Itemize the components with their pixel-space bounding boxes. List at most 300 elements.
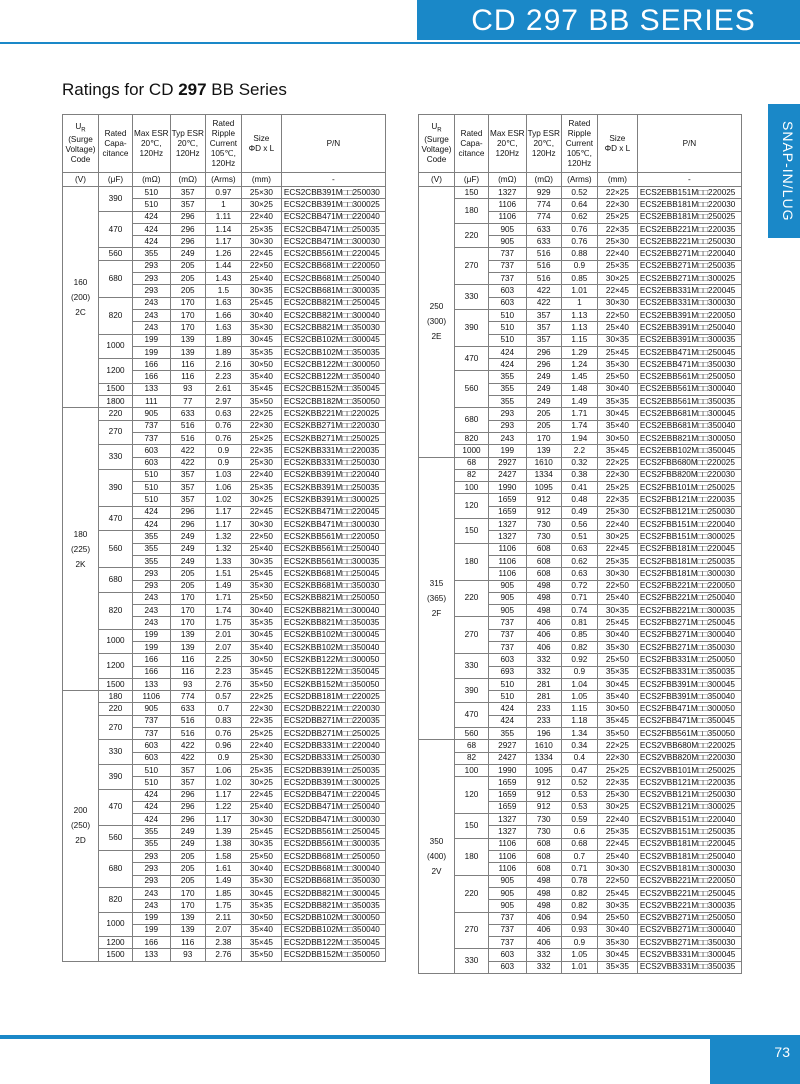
- capacitance-cell: 560: [99, 531, 133, 568]
- capacitance-cell: 220: [99, 408, 133, 420]
- part-number-cell: ECS2FBB331M□□250050: [637, 654, 741, 666]
- col-capacitance-header: [455, 115, 489, 173]
- size-cell: 22×45: [597, 285, 637, 297]
- part-number-cell: ECS2KBB122M□□350045: [281, 666, 385, 678]
- size-cell: 22×40: [241, 211, 281, 223]
- max-esr-cell: 1659: [489, 777, 527, 789]
- col-part-number-header: P/N: [281, 115, 385, 173]
- typ-esr-cell: 406: [526, 937, 561, 949]
- ripple-current-cell: 1.17: [205, 506, 241, 518]
- table-row: [63, 469, 386, 481]
- ripple-current-cell: 0.47: [561, 764, 597, 776]
- typ-esr-cell: 249: [170, 543, 205, 555]
- max-esr-cell: 355: [133, 555, 171, 567]
- part-number-cell: ECS2CBB122M□□300050: [281, 359, 385, 371]
- max-esr-cell: 603: [133, 457, 171, 469]
- max-esr-cell: 355: [489, 371, 527, 383]
- units-row: [419, 173, 742, 187]
- size-cell: 25×30: [597, 789, 637, 801]
- size-cell: 30×30: [241, 519, 281, 531]
- part-number-cell: ECS2VBB121M□□250030: [637, 789, 741, 801]
- size-cell: 35×40: [241, 371, 281, 383]
- size-cell: 22×35: [241, 715, 281, 727]
- ripple-current-cell: 0.85: [561, 629, 597, 641]
- max-esr-cell: 355: [489, 396, 527, 408]
- table-row: [63, 592, 386, 604]
- ripple-current-cell: 0.7: [561, 851, 597, 863]
- size-cell: 22×25: [241, 408, 281, 420]
- max-esr-cell: 603: [489, 961, 527, 973]
- header-text-line: Capa-: [104, 138, 127, 148]
- typ-esr-cell: 912: [526, 801, 561, 813]
- typ-esr-cell: 296: [170, 506, 205, 518]
- size-cell: 35×50: [241, 396, 281, 408]
- header-text-line: Typ ESR: [171, 128, 204, 138]
- capacitance-cell: 680: [99, 568, 133, 593]
- size-cell: 35×50: [241, 678, 281, 690]
- typ-esr-cell: 139: [170, 629, 205, 641]
- table-row: [419, 187, 742, 199]
- table-row: [419, 223, 742, 235]
- max-esr-cell: 166: [133, 654, 171, 666]
- size-cell: 35×30: [241, 580, 281, 592]
- max-esr-cell: 424: [489, 715, 527, 727]
- size-cell: 22×45: [597, 543, 637, 555]
- max-esr-cell: 293: [489, 420, 527, 432]
- table-row: [63, 248, 386, 260]
- size-cell: 25×40: [597, 592, 637, 604]
- table-row: [419, 408, 742, 420]
- header-subscript: R: [437, 127, 442, 134]
- ripple-current-cell: 1.58: [205, 851, 241, 863]
- footer-bar: [0, 1035, 800, 1039]
- voltage-code-cell: [63, 691, 99, 962]
- size-cell: 25×50: [241, 592, 281, 604]
- col-typ-esr-header: [170, 115, 205, 173]
- max-esr-cell: 166: [133, 359, 171, 371]
- ripple-current-cell: 1.33: [205, 555, 241, 567]
- typ-esr-cell: 170: [170, 617, 205, 629]
- ripple-current-cell: 1.94: [561, 432, 597, 444]
- table-row: [63, 887, 386, 899]
- max-esr-cell: 737: [489, 273, 527, 285]
- typ-esr-cell: 1610: [526, 457, 561, 469]
- typ-esr-cell: 357: [170, 199, 205, 211]
- size-cell: 30×50: [241, 654, 281, 666]
- typ-esr-cell: 357: [170, 482, 205, 494]
- max-esr-cell: 2927: [489, 740, 527, 752]
- size-cell: 22×35: [597, 223, 637, 235]
- part-number-cell: ECS2FBB391M□□350040: [637, 691, 741, 703]
- header-text-line: ΦD x L: [248, 143, 275, 153]
- size-cell: 35×30: [241, 875, 281, 887]
- typ-esr-cell: 774: [526, 211, 561, 223]
- typ-esr-cell: 139: [526, 445, 561, 457]
- table-row: [63, 334, 386, 346]
- typ-esr-cell: 633: [170, 408, 205, 420]
- size-cell: 25×45: [597, 887, 637, 899]
- typ-esr-cell: 139: [170, 912, 205, 924]
- col-capacitance-header: [99, 115, 133, 173]
- typ-esr-cell: 633: [170, 703, 205, 715]
- ripple-current-cell: 0.6: [561, 826, 597, 838]
- capacitance-cell: 220: [99, 703, 133, 715]
- header-text-line: ΦD x L: [604, 143, 631, 153]
- capacitance-cell: 270: [99, 420, 133, 445]
- capacitance-cell: 1500: [99, 383, 133, 395]
- ripple-current-cell: 2.38: [205, 937, 241, 949]
- max-esr-cell: 293: [133, 863, 171, 875]
- capacitance-cell: 820: [99, 297, 133, 334]
- size-cell: 30×35: [241, 838, 281, 850]
- size-cell: 30×50: [597, 703, 637, 715]
- size-cell: 25×40: [241, 273, 281, 285]
- ripple-current-cell: 0.9: [205, 752, 241, 764]
- max-esr-cell: 199: [133, 924, 171, 936]
- part-number-cell: ECS2VBB680M□□220025: [637, 740, 741, 752]
- max-esr-cell: 355: [133, 248, 171, 260]
- col-max-esr-header: [133, 115, 171, 173]
- part-number-cell: ECS2CBB821M□□250045: [281, 297, 385, 309]
- ripple-current-cell: 2.25: [205, 654, 241, 666]
- ripple-current-cell: 0.72: [561, 580, 597, 592]
- part-number-cell: ECS2KBB821M□□250050: [281, 592, 385, 604]
- max-esr-cell: 737: [489, 617, 527, 629]
- part-number-cell: ECS2KBB102M□□300045: [281, 629, 385, 641]
- table-row: [63, 420, 386, 432]
- max-esr-cell: 199: [133, 346, 171, 358]
- capacitance-cell: 330: [99, 445, 133, 470]
- capacitance-cell: 390: [99, 764, 133, 789]
- max-esr-cell: 424: [133, 506, 171, 518]
- max-esr-cell: 355: [489, 383, 527, 395]
- max-esr-cell: 905: [489, 605, 527, 617]
- typ-esr-cell: 406: [526, 617, 561, 629]
- ratings-table-left: [62, 114, 386, 962]
- ratings-table-right: [418, 114, 742, 974]
- capacitance-cell: 1800: [99, 396, 133, 408]
- typ-esr-cell: 730: [526, 814, 561, 826]
- size-cell: 30×25: [597, 531, 637, 543]
- table-row: [419, 875, 742, 887]
- max-esr-cell: 1327: [489, 826, 527, 838]
- voltage-code-cell: [63, 187, 99, 408]
- ripple-current-cell: 1.04: [561, 678, 597, 690]
- table-row: [63, 568, 386, 580]
- part-number-cell: ECS2FBB181M□□250035: [637, 555, 741, 567]
- ripple-current-cell: 2.11: [205, 912, 241, 924]
- table-row: [63, 531, 386, 543]
- part-number-cell: ECS2CBB471M□□250035: [281, 223, 385, 235]
- ripple-current-cell: 2.23: [205, 371, 241, 383]
- part-number-cell: ECS2EBB681M□□350040: [637, 420, 741, 432]
- ripple-current-cell: 0.9: [205, 457, 241, 469]
- typ-esr-cell: 296: [170, 519, 205, 531]
- header-text-line: (Surge: [424, 135, 449, 145]
- size-cell: 22×30: [241, 420, 281, 432]
- part-number-cell: ECS2EBB561M□□300040: [637, 383, 741, 395]
- size-cell: 35×50: [597, 728, 637, 740]
- typ-esr-cell: 422: [170, 445, 205, 457]
- voltage-code-line: 2D: [75, 836, 86, 846]
- table-row: [419, 494, 742, 506]
- typ-esr-cell: 357: [526, 334, 561, 346]
- part-number-cell: ECS2KBB681M□□350030: [281, 580, 385, 592]
- part-number-cell: ECS2FBB271M□□250045: [637, 617, 741, 629]
- typ-esr-cell: 774: [170, 691, 205, 703]
- max-esr-cell: 737: [489, 629, 527, 641]
- size-cell: 25×50: [241, 851, 281, 863]
- table-row: [63, 297, 386, 309]
- capacitance-cell: 100: [455, 482, 489, 494]
- size-cell: 25×35: [241, 482, 281, 494]
- ripple-current-cell: 2.07: [205, 924, 241, 936]
- ripple-current-cell: 1.01: [561, 285, 597, 297]
- ripple-current-cell: 2.2: [561, 445, 597, 457]
- table-row: [419, 752, 742, 764]
- typ-esr-cell: 516: [170, 728, 205, 740]
- typ-esr-cell: 116: [170, 371, 205, 383]
- col-typ-esr-header: [526, 115, 561, 173]
- ripple-current-cell: 0.51: [561, 531, 597, 543]
- typ-esr-cell: 249: [526, 371, 561, 383]
- voltage-code-line: 180: [73, 529, 88, 539]
- typ-esr-cell: 296: [170, 236, 205, 248]
- ripple-current-cell: 1.18: [561, 715, 597, 727]
- part-number-cell: ECS2DBB122M□□350045: [281, 937, 385, 949]
- header-text-line: Size: [253, 133, 270, 143]
- part-number-cell: ECS2DBB331M□□220040: [281, 740, 385, 752]
- header-text-line: Voltage): [421, 145, 452, 155]
- typ-esr-cell: 170: [170, 592, 205, 604]
- max-esr-cell: 166: [133, 937, 171, 949]
- size-cell: 30×35: [241, 555, 281, 567]
- table-row: [419, 912, 742, 924]
- size-cell: 35×30: [597, 641, 637, 653]
- max-esr-cell: 1990: [489, 764, 527, 776]
- unit-cell: (mΩ): [133, 173, 171, 187]
- typ-esr-cell: 498: [526, 580, 561, 592]
- table-row: [63, 383, 386, 395]
- max-esr-cell: 243: [133, 887, 171, 899]
- max-esr-cell: 243: [133, 900, 171, 912]
- voltage-code-line: (400): [426, 852, 447, 862]
- size-cell: 35×45: [241, 937, 281, 949]
- size-cell: 30×45: [597, 408, 637, 420]
- ripple-current-cell: 0.53: [561, 801, 597, 813]
- table-row: [419, 469, 742, 481]
- part-number-cell: ECS2KBB681M□□250045: [281, 568, 385, 580]
- ripple-current-cell: 1.5: [205, 285, 241, 297]
- size-cell: 22×35: [597, 494, 637, 506]
- ripple-current-cell: 0.88: [561, 248, 597, 260]
- ripple-current-cell: 0.41: [561, 482, 597, 494]
- ripple-current-cell: 1.34: [561, 728, 597, 740]
- max-esr-cell: 133: [133, 678, 171, 690]
- table-row: [419, 445, 742, 457]
- page-subtitle: [62, 80, 287, 100]
- table-row: [419, 519, 742, 531]
- max-esr-cell: 603: [489, 654, 527, 666]
- size-cell: 30×50: [241, 359, 281, 371]
- ripple-current-cell: 1.05: [561, 691, 597, 703]
- size-cell: 25×35: [597, 260, 637, 272]
- typ-esr-cell: 332: [526, 961, 561, 973]
- table-row: [63, 703, 386, 715]
- max-esr-cell: 603: [489, 285, 527, 297]
- typ-esr-cell: 498: [526, 592, 561, 604]
- table-row: [419, 777, 742, 789]
- header-text-line: Current: [565, 138, 594, 148]
- table-row: [419, 838, 742, 850]
- ripple-current-cell: 1.49: [205, 580, 241, 592]
- part-number-cell: ECS2EBB221M□□250030: [637, 236, 741, 248]
- size-cell: 30×40: [597, 629, 637, 641]
- header-row: [419, 115, 742, 173]
- table-row: [63, 506, 386, 518]
- header-text-line: citance: [458, 148, 485, 158]
- size-cell: 22×30: [597, 752, 637, 764]
- size-cell: 30×25: [241, 199, 281, 211]
- capacitance-cell: 1000: [455, 445, 489, 457]
- typ-esr-cell: 1610: [526, 740, 561, 752]
- table-row: [419, 703, 742, 715]
- part-number-cell: ECS2KBB221M□□220025: [281, 408, 385, 420]
- ripple-current-cell: 0.38: [561, 469, 597, 481]
- ripple-current-cell: 0.78: [561, 875, 597, 887]
- ripple-current-cell: 0.82: [561, 641, 597, 653]
- capacitance-cell: 1500: [99, 678, 133, 690]
- part-number-cell: ECS2EBB391M□□220050: [637, 309, 741, 321]
- max-esr-cell: 510: [133, 764, 171, 776]
- size-cell: 25×50: [597, 654, 637, 666]
- capacitance-cell: 82: [455, 469, 489, 481]
- header-text-line: Current: [209, 138, 238, 148]
- size-cell: 25×30: [241, 187, 281, 199]
- max-esr-cell: 905: [489, 223, 527, 235]
- header-text-line: 120Hz: [567, 158, 592, 168]
- typ-esr-cell: 332: [526, 654, 561, 666]
- ripple-current-cell: 1.02: [205, 777, 241, 789]
- size-cell: 35×35: [597, 396, 637, 408]
- max-esr-cell: 243: [133, 309, 171, 321]
- table-row: [419, 617, 742, 629]
- max-esr-cell: 424: [489, 359, 527, 371]
- table-row: [63, 211, 386, 223]
- ripple-current-cell: 1.01: [561, 961, 597, 973]
- max-esr-cell: 603: [133, 752, 171, 764]
- size-cell: 35×45: [241, 666, 281, 678]
- typ-esr-cell: 332: [526, 949, 561, 961]
- size-cell: 25×50: [597, 371, 637, 383]
- capacitance-cell: 330: [455, 949, 489, 974]
- part-number-cell: ECS2EBB331M□□300030: [637, 297, 741, 309]
- ripple-current-cell: 1.15: [561, 703, 597, 715]
- max-esr-cell: 737: [489, 260, 527, 272]
- ripple-current-cell: 0.59: [561, 814, 597, 826]
- size-cell: 25×30: [597, 506, 637, 518]
- typ-esr-cell: 205: [170, 875, 205, 887]
- ripple-current-cell: 1.24: [561, 359, 597, 371]
- part-number-cell: ECS2CBB471M□□300030: [281, 236, 385, 248]
- unit-cell: (mΩ): [489, 173, 527, 187]
- typ-esr-cell: 406: [526, 629, 561, 641]
- ripple-current-cell: 0.76: [205, 432, 241, 444]
- ripple-current-cell: 1: [561, 297, 597, 309]
- typ-esr-cell: 608: [526, 555, 561, 567]
- size-cell: 25×40: [597, 322, 637, 334]
- size-cell: 30×30: [241, 814, 281, 826]
- capacitance-cell: 1200: [99, 654, 133, 679]
- part-number-cell: ECS2CBB681M□□300035: [281, 285, 385, 297]
- page-number: 73: [774, 1044, 790, 1060]
- ripple-current-cell: 0.4: [561, 752, 597, 764]
- part-number-cell: ECS2CBB681M□□250040: [281, 273, 385, 285]
- capacitance-cell: 680: [99, 260, 133, 297]
- max-esr-cell: 199: [133, 641, 171, 653]
- ripple-current-cell: 0.64: [561, 199, 597, 211]
- typ-esr-cell: 357: [170, 777, 205, 789]
- typ-esr-cell: 1334: [526, 469, 561, 481]
- max-esr-cell: 737: [133, 715, 171, 727]
- typ-esr-cell: 912: [526, 789, 561, 801]
- ripple-current-cell: 1.63: [205, 322, 241, 334]
- typ-esr-cell: 1334: [526, 752, 561, 764]
- size-cell: 35×35: [597, 961, 637, 973]
- part-number-cell: ECS2FBB820M□□220030: [637, 469, 741, 481]
- part-number-cell: ECS2DBB471M□□250040: [281, 801, 385, 813]
- part-number-cell: ECS2EBB561M□□250050: [637, 371, 741, 383]
- ripple-current-cell: 2.97: [205, 396, 241, 408]
- typ-esr-cell: 332: [526, 666, 561, 678]
- part-number-cell: ECS2KBB561M□□220050: [281, 531, 385, 543]
- typ-esr-cell: 170: [170, 309, 205, 321]
- typ-esr-cell: 170: [170, 900, 205, 912]
- capacitance-cell: 470: [455, 703, 489, 728]
- part-number-cell: ECS2VBB121M□□220035: [637, 777, 741, 789]
- header-row: [63, 115, 386, 173]
- max-esr-cell: 510: [489, 334, 527, 346]
- table-row: [63, 359, 386, 371]
- max-esr-cell: 1106: [489, 863, 527, 875]
- typ-esr-cell: 139: [170, 924, 205, 936]
- table-row: [63, 851, 386, 863]
- part-number-cell: ECS2FBB121M□□220035: [637, 494, 741, 506]
- part-number-cell: ECS2VBB820M□□220030: [637, 752, 741, 764]
- ripple-current-cell: 1.02: [205, 494, 241, 506]
- max-esr-cell: 355: [133, 826, 171, 838]
- max-esr-cell: 424: [133, 789, 171, 801]
- size-cell: 22×30: [597, 199, 637, 211]
- col-size-header: [597, 115, 637, 173]
- header-text-line: Size: [609, 133, 626, 143]
- ripple-current-cell: 0.7: [205, 703, 241, 715]
- unit-cell: (V): [419, 173, 455, 187]
- size-cell: 25×45: [241, 826, 281, 838]
- ripple-current-cell: 2.23: [205, 666, 241, 678]
- table-row: [419, 543, 742, 555]
- typ-esr-cell: 296: [170, 814, 205, 826]
- size-cell: 35×35: [241, 346, 281, 358]
- part-number-cell: ECS2VBB181M□□300030: [637, 863, 741, 875]
- max-esr-cell: 1106: [489, 211, 527, 223]
- size-cell: 22×40: [597, 814, 637, 826]
- max-esr-cell: 243: [133, 297, 171, 309]
- size-cell: 25×30: [597, 236, 637, 248]
- size-cell: 22×50: [597, 875, 637, 887]
- max-esr-cell: 355: [133, 543, 171, 555]
- ripple-current-cell: 1.13: [561, 309, 597, 321]
